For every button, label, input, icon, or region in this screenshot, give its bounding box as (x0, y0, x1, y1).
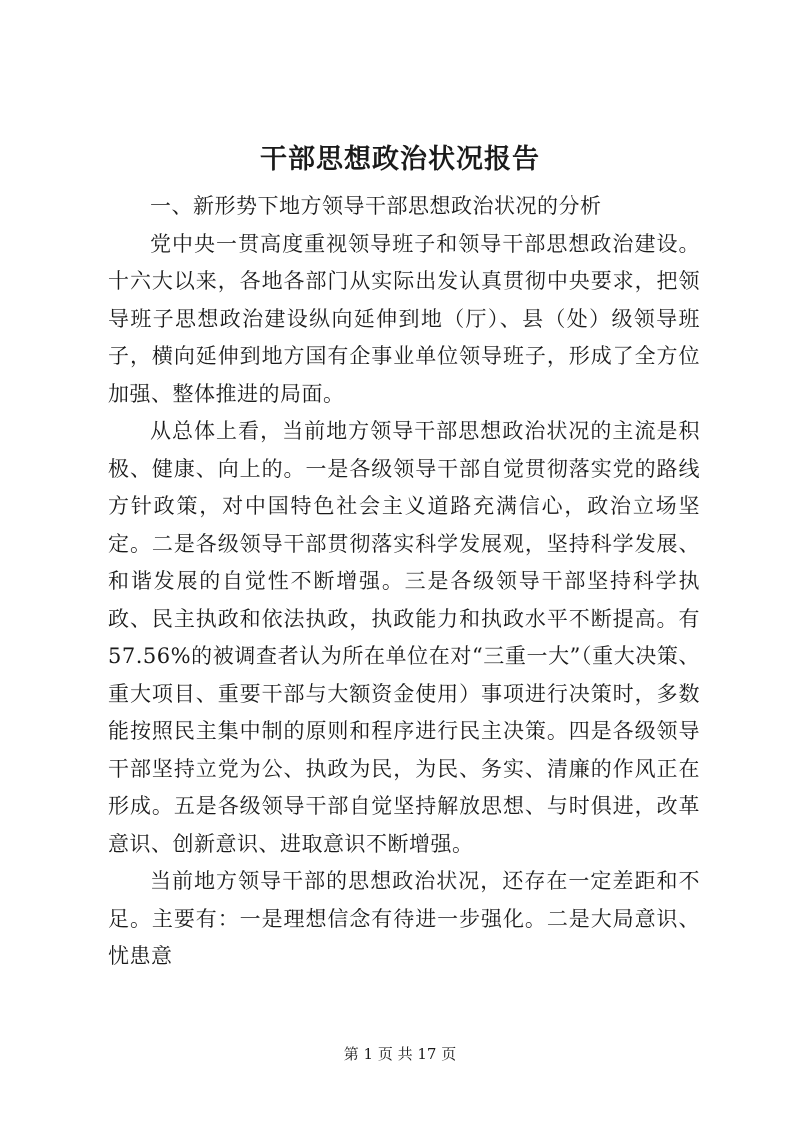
document-title: 干部思想政治状况报告 (260, 144, 540, 175)
page-number-footer: 第 1 页 共 17 页 (343, 1045, 457, 1063)
document-body (108, 188, 700, 976)
paragraph-3: 当前地方领导干部的思想政治状况，还存在一定差距和不足。主要有：一是理想信念有待进一步强化。二是大局意识、忧患意 (108, 869, 700, 968)
paragraph-2: 从总体上看，当前地方领导干部思想政治状况的主流是积极、健康、向上的。一是各级领导干部自觉贯彻落实党的路线方针政策，对中国特色社会主义道路充满信心，政治立场坚定。二是各级领导干部贯彻落实科学发展观，坚持科学发展、和谐发展的自觉性不断增强。三是各级领导干部坚持科学执政、民主执政和依法执政，执政能力和执政水平不断提高。有57.56%的被调查者认为所在单位在对“三重一大”（重大决策、重大项目、重要干部与大额资金使用）事项进行决策时，多数能按照民主集中制的原则和程序进行民主决策。四是各级领导干部坚持立党为公、执政为民，为民、务实、清廉的作风正在形成。五是各级领导干部自觉坚持解放思想、与时俱进，改革意识、创新意识、进取意识不断增强。 (108, 419, 700, 856)
paragraph-1: 党中央一贯高度重视领导班子和领导干部思想政治建设。十六大以来，各地各部门从实际出发认真贯彻中央要求，把领导班子思想政治建设纵向延伸到地（厅）、县（处）级领导班子，横向延伸到地方国有企事业单位领导班子，形成了全方位加强、整体推进的局面。 (108, 231, 700, 406)
section-heading: 一、新形势下地方领导干部思想政治状况的分析 (150, 194, 602, 218)
